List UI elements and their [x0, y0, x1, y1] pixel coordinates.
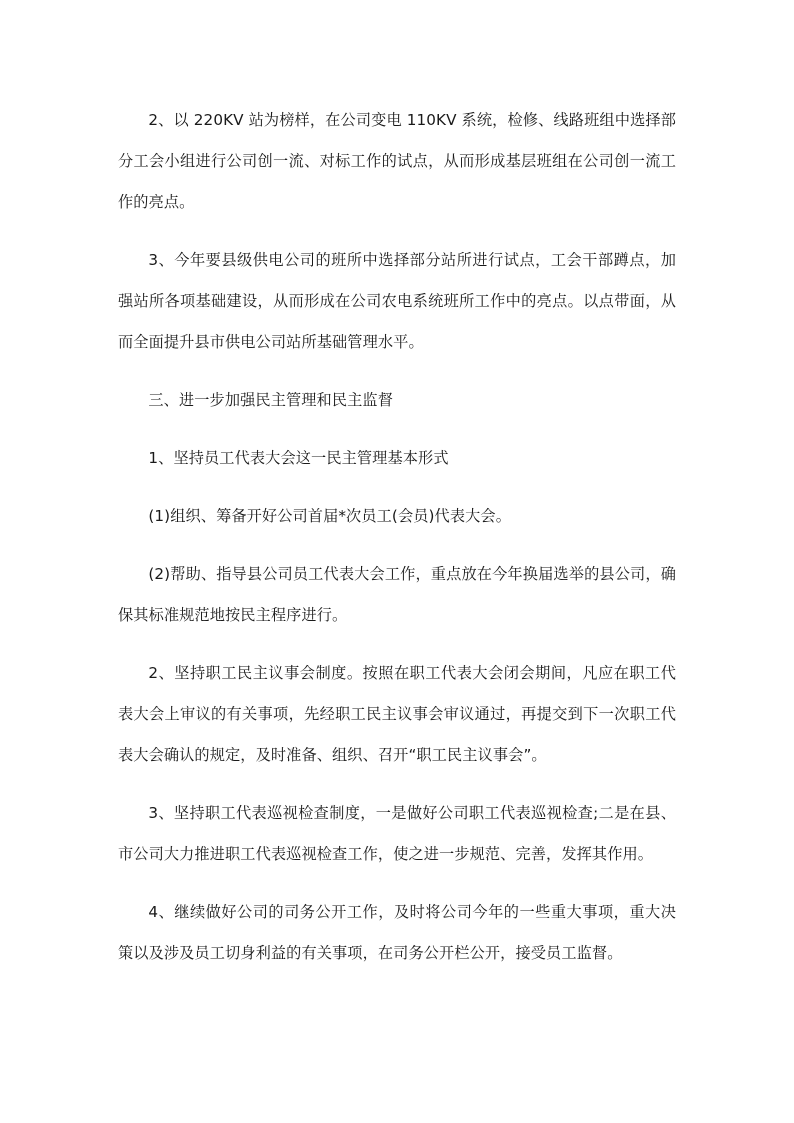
paragraph-item-3b: 3、坚持职工代表巡视检查制度，一是做好公司职工代表巡视检查;二是在县、市公司大力推进职工代表巡视检查工作，使之进一步规范、完善，发挥其作用。	[118, 804, 676, 863]
paragraph-item-2: 2、以 220KV 站为榜样，在公司变电 110KV 系统，检修、线路班组中选择部分工会小组进行公司创一流、对标工作的试点，从而形成基层班组在公司创一流工作的亮点。	[118, 111, 676, 211]
paragraph-subitem-1: (1)组织、筹备开好公司首届*次员工(会员)代表大会。	[148, 507, 511, 525]
paragraph-item-4: 4、继续做好公司的司务公开工作，及时将公司今年的一些重大事项，重大决策以及涉及员工切身利益的有关事项，在司务公开栏公开，接受员工监督。	[118, 903, 676, 962]
subsection-heading-1: 1、坚持员工代表大会这一民主管理基本形式	[148, 449, 449, 467]
paragraph-item-3: 3、今年要县级供电公司的班所中选择部分站所进行试点，工会干部蹲点，加强站所各项基础建设，从而形成在公司农电系统班所工作中的亮点。以点带面，从而全面提升县市供电公司站所基础管理水平。	[118, 251, 676, 351]
section-heading-3: 三、进一步加强民主管理和民主监督	[148, 391, 393, 409]
document-body	[118, 100, 676, 991]
paragraph-item-2b: 2、坚持职工民主议事会制度。按照在职工代表大会闭会期间，凡应在职工代表大会上审议的有关事项，先经职工民主议事会审议通过，再提交到下一次职工代表大会确认的规定，及时准备、组织、召开“职工民主议事会”。	[118, 664, 676, 764]
paragraph-subitem-2: (2)帮助、指导县公司员工代表大会工作，重点放在今年换届选举的县公司，确保其标准规范地按民主程序进行。	[118, 565, 676, 624]
